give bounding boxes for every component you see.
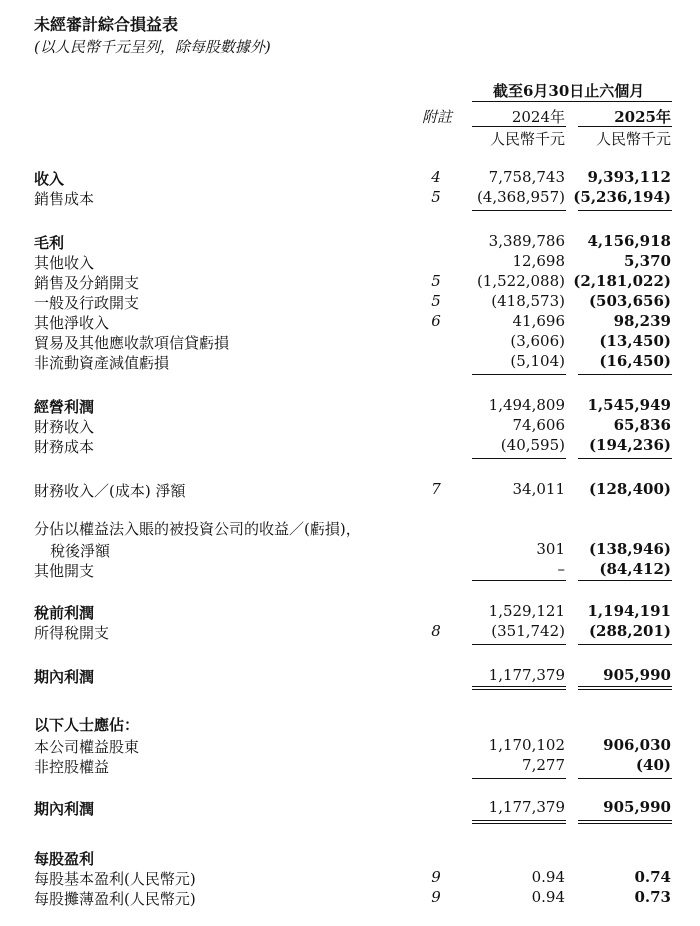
row-value-2025: (128,400) xyxy=(588,480,671,498)
row-value-2024: 7,277 xyxy=(522,756,565,774)
total-double-rule-2025 xyxy=(578,686,672,687)
row-value-2025: (5,236,194) xyxy=(573,188,671,206)
row-label: 財務收入／(成本) 淨額 xyxy=(34,482,186,500)
row-value-2024: 1,494,809 xyxy=(488,396,565,414)
row-value-2025: (16,450) xyxy=(599,352,671,370)
row-non-controlling xyxy=(0,756,700,776)
row-label: 期內利潤 xyxy=(34,800,95,818)
row-value-2024: 41,696 xyxy=(512,312,565,330)
row-value-2024: 1,529,121 xyxy=(488,602,565,620)
total-double-rule-2024 xyxy=(472,686,566,687)
total-double-rule-2025 xyxy=(578,689,672,690)
row-general-admin xyxy=(0,292,700,312)
row-note: 7 xyxy=(431,480,441,498)
row-value-2024: 74,606 xyxy=(512,416,565,434)
row-label: 非控股權益 xyxy=(34,758,110,776)
row-value-2024: 1,170,102 xyxy=(488,736,565,754)
row-label: 稅前利潤 xyxy=(34,604,95,622)
row-label: 非流動資產減值虧損 xyxy=(34,354,170,372)
row-selling-distribution xyxy=(0,272,700,292)
row-note: 5 xyxy=(431,292,441,310)
row-diluted-eps xyxy=(0,888,700,908)
row-value-2024: 34,011 xyxy=(512,480,565,498)
total-double-rule-2024 xyxy=(472,820,566,821)
row-share-of-investees xyxy=(0,540,700,560)
row-operating-profit xyxy=(0,396,700,416)
row-value-2024: 3,389,786 xyxy=(488,232,565,250)
row-label: 其他收入 xyxy=(34,254,95,272)
row-profit-for-period-2 xyxy=(0,798,700,818)
row-value-2025: 905,990 xyxy=(603,666,671,684)
row-value-2025: 4,156,918 xyxy=(587,232,671,250)
row-note: 9 xyxy=(431,888,441,906)
row-value-2025: 5,370 xyxy=(624,252,671,270)
row-label: 期內利潤 xyxy=(34,668,95,686)
total-double-rule-2025 xyxy=(578,820,672,821)
subtotal-rule-2025 xyxy=(578,458,672,459)
row-label: 其他開支 xyxy=(34,562,95,580)
row-label: 稅後淨額 xyxy=(50,542,111,560)
row-value-2025: 1,194,191 xyxy=(587,602,671,620)
statement-subtitle: (以人民幣千元呈列，除每股數據外) xyxy=(34,38,271,56)
row-label: 銷售及分銷開支 xyxy=(34,274,140,292)
row-label: 收入 xyxy=(34,170,65,188)
row-label: 每股盈利 xyxy=(34,850,95,868)
unit-2024-header: 人民幣千元 xyxy=(489,130,565,148)
row-note: 4 xyxy=(431,168,441,186)
row-value-2024: 0.94 xyxy=(531,888,565,906)
subtotal-rule-2025 xyxy=(578,580,672,581)
period-header: 截至6月30日止六個月 xyxy=(493,82,645,100)
row-other-expenses xyxy=(0,560,700,580)
row-value-2025: (288,201) xyxy=(588,622,671,640)
row-label: 所得稅開支 xyxy=(34,624,110,642)
row-value-2024: 1,177,379 xyxy=(488,666,565,684)
row-value-2025: 1,545,949 xyxy=(587,396,671,414)
row-note: 6 xyxy=(431,312,441,330)
row-label: 毛利 xyxy=(34,234,65,252)
row-label: 一般及行政開支 xyxy=(34,294,140,312)
row-label: 本公司權益股東 xyxy=(34,738,140,756)
row-value-2025: (2,181,022) xyxy=(573,272,671,290)
row-label: 財務成本 xyxy=(34,438,95,456)
row-value-2024: – xyxy=(557,560,565,578)
row-label: 貿易及其他應收款項信貸虧損 xyxy=(34,334,230,352)
unit-2025-header: 人民幣千元 xyxy=(595,130,671,148)
year-2025-header: 2025年 xyxy=(614,108,671,126)
row-value-2025: 0.73 xyxy=(634,888,671,906)
row-value-2024: 12,698 xyxy=(512,252,565,270)
row-equity-shareholders xyxy=(0,736,700,756)
statement-title: 未經審計綜合損益表 xyxy=(34,15,179,34)
total-double-rule-2025 xyxy=(578,823,672,824)
row-value-2025: 905,990 xyxy=(603,798,671,816)
row-income-tax xyxy=(0,622,700,642)
row-label: 分佔以權益法入賬的被投資公司的收益／(虧損)， xyxy=(34,520,361,538)
row-value-2025: 65,836 xyxy=(613,416,671,434)
row-label: 其他淨收入 xyxy=(34,314,110,332)
row-value-2024: 301 xyxy=(536,540,565,558)
row-value-2025: 906,030 xyxy=(603,736,671,754)
row-label: 經營利潤 xyxy=(34,398,95,416)
row-value-2024: (418,573) xyxy=(491,292,565,310)
row-attributable-heading xyxy=(0,714,700,734)
subtotal-rule-2024 xyxy=(472,210,566,211)
row-note: 5 xyxy=(431,272,441,290)
total-double-rule-2024 xyxy=(472,689,566,690)
row-other-income xyxy=(0,252,700,272)
row-note: 5 xyxy=(431,188,441,206)
row-credit-losses xyxy=(0,332,700,352)
subtotal-rule-2025 xyxy=(578,778,672,779)
subtotal-rule-2025 xyxy=(578,210,672,211)
row-label: 以下人士應佔： xyxy=(34,716,140,734)
total-double-rule-2024 xyxy=(472,823,566,824)
row-revenue xyxy=(0,168,700,188)
row-value-2025: (40) xyxy=(635,756,671,774)
row-share-of-investees-heading xyxy=(0,518,700,538)
row-value-2025: 0.74 xyxy=(634,868,671,886)
row-value-2025: (503,656) xyxy=(588,292,671,310)
subtotal-rule-2024 xyxy=(472,778,566,779)
row-value-2024: 0.94 xyxy=(531,868,565,886)
row-note: 9 xyxy=(431,868,441,886)
subtotal-rule-2024 xyxy=(472,644,566,645)
row-value-2024: (40,595) xyxy=(500,436,565,454)
row-other-net-income xyxy=(0,312,700,332)
row-value-2024: (3,606) xyxy=(510,332,565,350)
period-underline xyxy=(472,101,672,102)
row-value-2024: (351,742) xyxy=(491,622,565,640)
row-basic-eps xyxy=(0,868,700,888)
row-note: 8 xyxy=(431,622,441,640)
row-cost-of-sales xyxy=(0,188,700,208)
note-column-header: 附註 xyxy=(422,108,453,126)
row-eps-heading xyxy=(0,848,700,868)
row-finance-costs xyxy=(0,436,700,456)
row-finance-income xyxy=(0,416,700,436)
row-value-2025: 98,239 xyxy=(613,312,671,330)
year-2024-header: 2024年 xyxy=(511,108,565,126)
row-value-2025: (138,946) xyxy=(588,540,671,558)
subtotal-rule-2024 xyxy=(472,374,566,375)
subtotal-rule-2025 xyxy=(578,644,672,645)
year-2025-underline xyxy=(578,126,672,127)
row-label: 財務收入 xyxy=(34,418,95,436)
row-label: 銷售成本 xyxy=(34,190,95,208)
row-value-2024: (5,104) xyxy=(510,352,565,370)
row-value-2024: 1,177,379 xyxy=(488,798,565,816)
row-impairment-losses xyxy=(0,352,700,372)
row-gross-profit xyxy=(0,232,700,252)
row-value-2025: (84,412) xyxy=(599,560,671,578)
row-label: 每股基本盈利(人民幣元) xyxy=(34,870,196,888)
subtotal-rule-2025 xyxy=(578,374,672,375)
row-value-2024: (1,522,088) xyxy=(476,272,565,290)
row-profit-for-period xyxy=(0,666,700,686)
row-value-2024: (4,368,957) xyxy=(476,188,565,206)
row-label: 每股攤薄盈利(人民幣元) xyxy=(34,890,196,908)
subtotal-rule-2024 xyxy=(472,458,566,459)
row-net-finance xyxy=(0,480,700,500)
row-value-2025: 9,393,112 xyxy=(587,168,671,186)
subtotal-rule-2024 xyxy=(472,580,566,581)
row-profit-before-tax xyxy=(0,602,700,622)
year-2024-underline xyxy=(472,126,566,127)
row-value-2025: (13,450) xyxy=(599,332,671,350)
row-value-2025: (194,236) xyxy=(588,436,671,454)
row-value-2024: 7,758,743 xyxy=(488,168,565,186)
